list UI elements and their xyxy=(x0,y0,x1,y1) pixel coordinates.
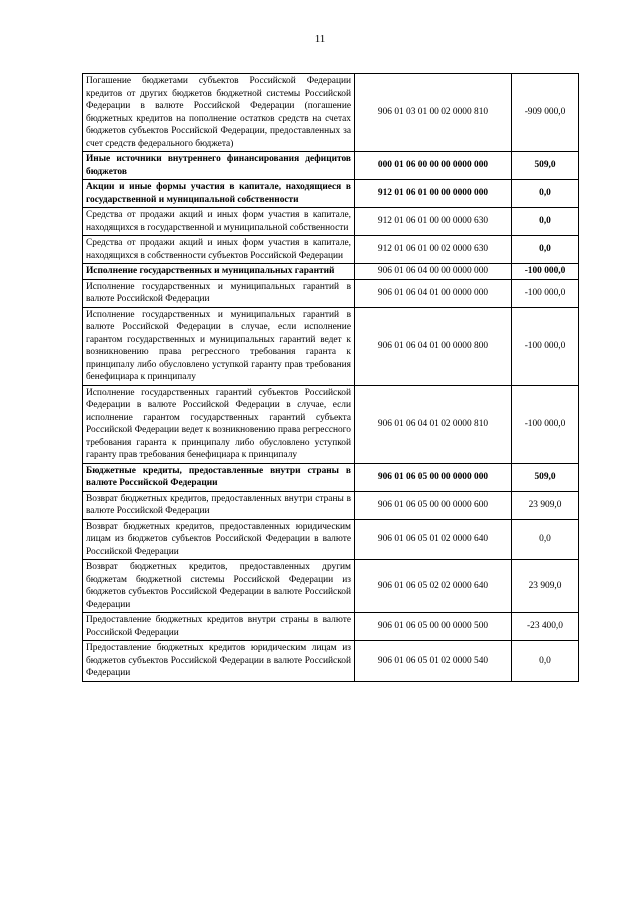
row-code-cell: 912 01 06 01 00 00 0000 630 xyxy=(355,208,512,236)
table-row xyxy=(83,307,579,385)
row-name-cell: Исполнение государственных и муниципальных гарантий в валюте Российской Федерации xyxy=(83,279,355,307)
row-code-cell: 000 01 06 00 00 00 0000 000 xyxy=(355,152,512,180)
row-amount-cell: 509,0 xyxy=(512,463,579,491)
row-code-cell: 912 01 06 01 00 02 0000 630 xyxy=(355,236,512,264)
row-amount-cell: 23 909,0 xyxy=(512,491,579,519)
row-code-cell: 906 01 06 04 01 00 0000 800 xyxy=(355,307,512,385)
row-code-cell: 912 01 06 01 00 00 0000 000 xyxy=(355,180,512,208)
row-name-cell: Исполнение государственных гарантий субъектов Российской Федерации в валюте Российской Федерации в случае, если исполнение гарантом государственных гарантий субъекта Российской Федерации ведет к возникновению права регрессного требования гаранта к принципалу либо обусловлено уступкой гаранту прав требования бенефициара к принципалу xyxy=(83,385,355,463)
table-row xyxy=(83,74,579,152)
row-code-cell: 906 01 06 04 01 00 0000 000 xyxy=(355,279,512,307)
row-name-cell: Погашение бюджетами субъектов Российской Федерации кредитов от других бюджетов бюджетной системы Российской Федерации в валюте Российской Федерации (погашение бюджетных кредитов на пополнение остатков средств на счетах бюджетов субъектов Российской Федерации, предоставленных за счет средств федерального бюджета) xyxy=(83,74,355,152)
row-name-cell: Предоставление бюджетных кредитов внутри страны в валюте Российской Федерации xyxy=(83,613,355,641)
row-amount-cell: -100 000,0 xyxy=(512,264,579,280)
row-code-cell: 906 01 06 05 01 02 0000 640 xyxy=(355,519,512,560)
budget-sources-table xyxy=(82,73,579,682)
table-row xyxy=(83,641,579,682)
row-name-cell: Возврат бюджетных кредитов, предоставленных юридическим лицам из бюджетов субъектов Российской Федерации в валюте Российской Федерации xyxy=(83,519,355,560)
row-name-cell: Исполнение государственных и муниципальных гарантий xyxy=(83,264,355,280)
row-code-cell: 906 01 06 04 00 00 0000 000 xyxy=(355,264,512,280)
table-row xyxy=(83,152,579,180)
table-row xyxy=(83,560,579,613)
table-row xyxy=(83,208,579,236)
row-amount-cell: -100 000,0 xyxy=(512,385,579,463)
row-name-cell: Иные источники внутреннего финансирования дефицитов бюджетов xyxy=(83,152,355,180)
table-row xyxy=(83,385,579,463)
table-row xyxy=(83,180,579,208)
row-name-cell: Средства от продажи акций и иных форм участия в капитале, находящихся в собственности субъектов Российской Федерации xyxy=(83,236,355,264)
table-row xyxy=(83,613,579,641)
row-amount-cell: 509,0 xyxy=(512,152,579,180)
row-amount-cell: 23 909,0 xyxy=(512,560,579,613)
row-code-cell: 906 01 06 05 01 02 0000 540 xyxy=(355,641,512,682)
table-row xyxy=(83,519,579,560)
row-amount-cell: -100 000,0 xyxy=(512,307,579,385)
row-name-cell: Акции и иные формы участия в капитале, находящиеся в государственной и муниципальной собственности xyxy=(83,180,355,208)
row-code-cell: 906 01 06 05 02 02 0000 640 xyxy=(355,560,512,613)
table-row xyxy=(83,279,579,307)
row-amount-cell: -909 000,0 xyxy=(512,74,579,152)
page-number: 11 xyxy=(314,33,326,45)
table-row xyxy=(83,264,579,280)
row-name-cell: Возврат бюджетных кредитов, предоставленных другим бюджетам бюджетной системы Российской Федерации из бюджетов субъектов Российской Федерации в валюте Российской Федерации xyxy=(83,560,355,613)
row-code-cell: 906 01 06 04 01 02 0000 810 xyxy=(355,385,512,463)
row-code-cell: 906 01 06 05 00 00 0000 600 xyxy=(355,491,512,519)
row-name-cell: Бюджетные кредиты, предоставленные внутри страны в валюте Российской Федерации xyxy=(83,463,355,491)
row-amount-cell: 0,0 xyxy=(512,236,579,264)
row-name-cell: Исполнение государственных и муниципальных гарантий в валюте Российской Федерации в случае, если исполнение гарантом государственных и муниципальных гарантий ведет к возникновению права регрессного требования гаранта к принципалу либо обусловлено уступкой гаранту прав требования бенефициара к принципалу xyxy=(83,307,355,385)
row-name-cell: Средства от продажи акций и иных форм участия в капитале, находящихся в государственной и муниципальной собственности xyxy=(83,208,355,236)
row-amount-cell: 0,0 xyxy=(512,180,579,208)
row-name-cell: Возврат бюджетных кредитов, предоставленных внутри страны в валюте Российской Федерации xyxy=(83,491,355,519)
row-code-cell: 906 01 06 05 00 00 0000 500 xyxy=(355,613,512,641)
row-amount-cell: -100 000,0 xyxy=(512,279,579,307)
row-amount-cell: -23 400,0 xyxy=(512,613,579,641)
row-name-cell: Предоставление бюджетных кредитов юридическим лицам из бюджетов субъектов Российской Федерации в валюте Российской Федерации xyxy=(83,641,355,682)
row-amount-cell: 0,0 xyxy=(512,519,579,560)
table-row xyxy=(83,463,579,491)
row-code-cell: 906 01 06 05 00 00 0000 000 xyxy=(355,463,512,491)
table-row xyxy=(83,491,579,519)
table-row xyxy=(83,236,579,264)
row-amount-cell: 0,0 xyxy=(512,641,579,682)
row-amount-cell: 0,0 xyxy=(512,208,579,236)
row-code-cell: 906 01 03 01 00 02 0000 810 xyxy=(355,74,512,152)
